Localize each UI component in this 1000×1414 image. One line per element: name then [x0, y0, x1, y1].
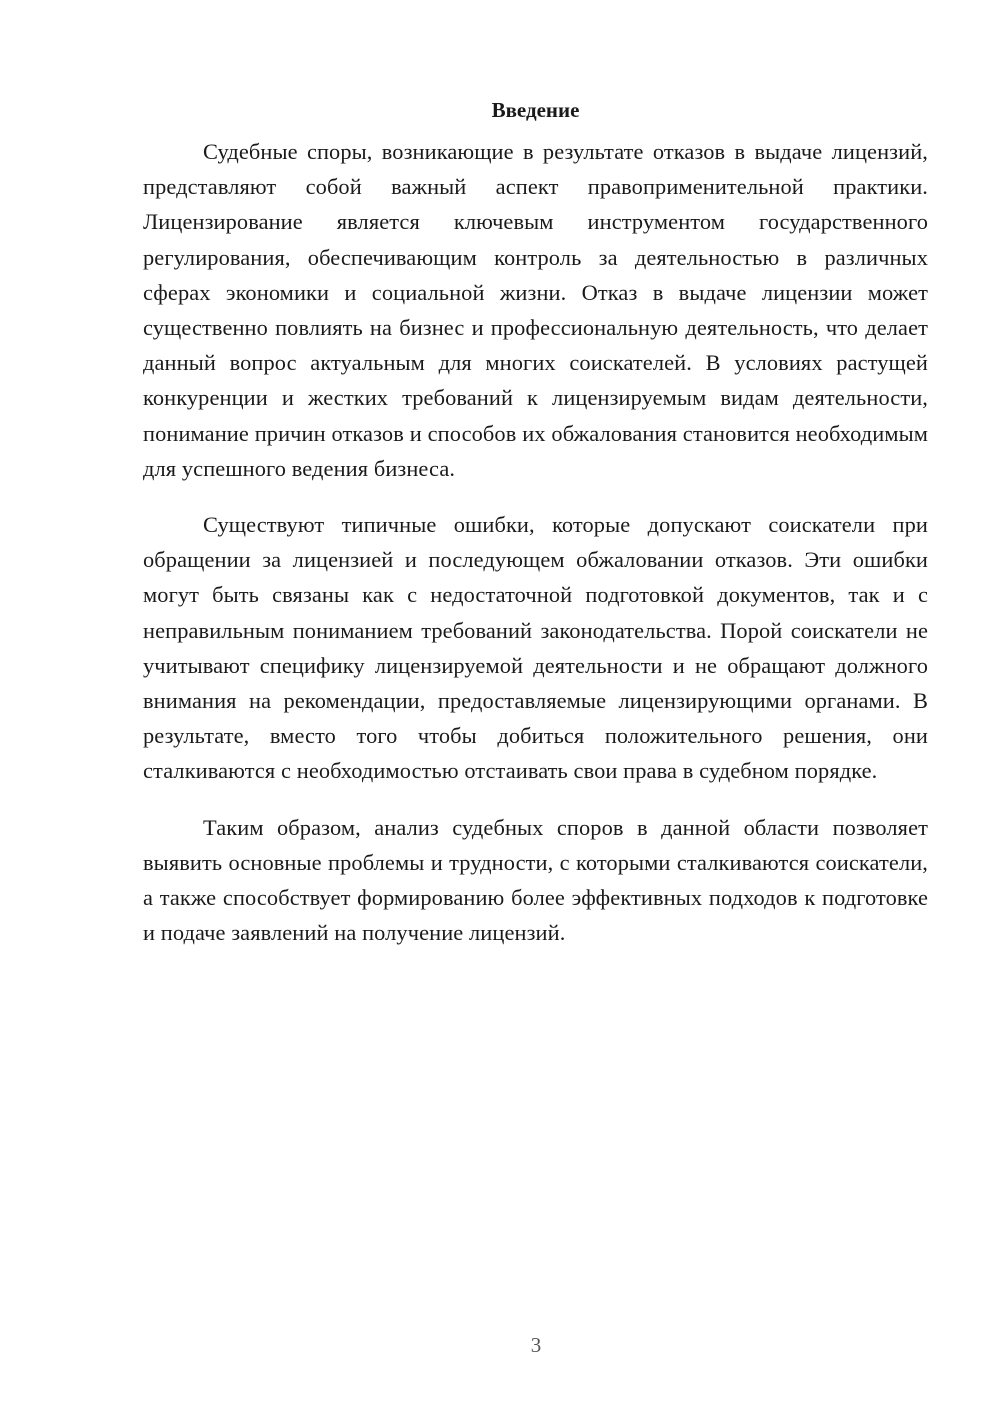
page-number: 3	[530, 1333, 542, 1357]
document-body	[143, 92, 928, 971]
paragraph-1: Судебные споры, возникающие в результате отказов в выдаче лицензий, представляют собой важный аспект правоприменительной практики. Лицензирование является ключевым инструментом государственного регулирования, обеспечивающим контроль за деятельностью в различных сферах экономики и социальной жизни. Отказ в выдаче лицензии может существенно повлиять на бизнес и профессиональную деятельность, что делает данный вопрос актуальным для многих соискателей. В условиях растущей конкуренции и жестких требований к лицензируемым видам деятельности, понимание причин отказов и способов их обжалования становится необходимым для успешного ведения бизнеса.	[143, 139, 928, 481]
paragraph-2: Существуют типичные ошибки, которые допускают соискатели при обращении за лицензией и последующем обжаловании отказов. Эти ошибки могут быть связаны как с недостаточной подготовкой документов, так и с неправильным пониманием требований законодательства. Порой соискатели не учитывают специфику лицензируемой деятельности и не обращают должного внимания на рекомендации, предоставляемые лицензирующими органами. В результате, вместо того чтобы добиться положительного решения, они сталкиваются с необходимостью отстаивать свои права в судебном порядке.	[143, 512, 928, 784]
paragraph-3: Таким образом, анализ судебных споров в данной области позволяет выявить основные проблемы и трудности, с которыми сталкиваются соискатели, а также способствует формированию более эффективных подходов к подготовке и подаче заявлений на получение лицензий.	[143, 814, 928, 946]
section-title: Введение	[491, 98, 580, 122]
